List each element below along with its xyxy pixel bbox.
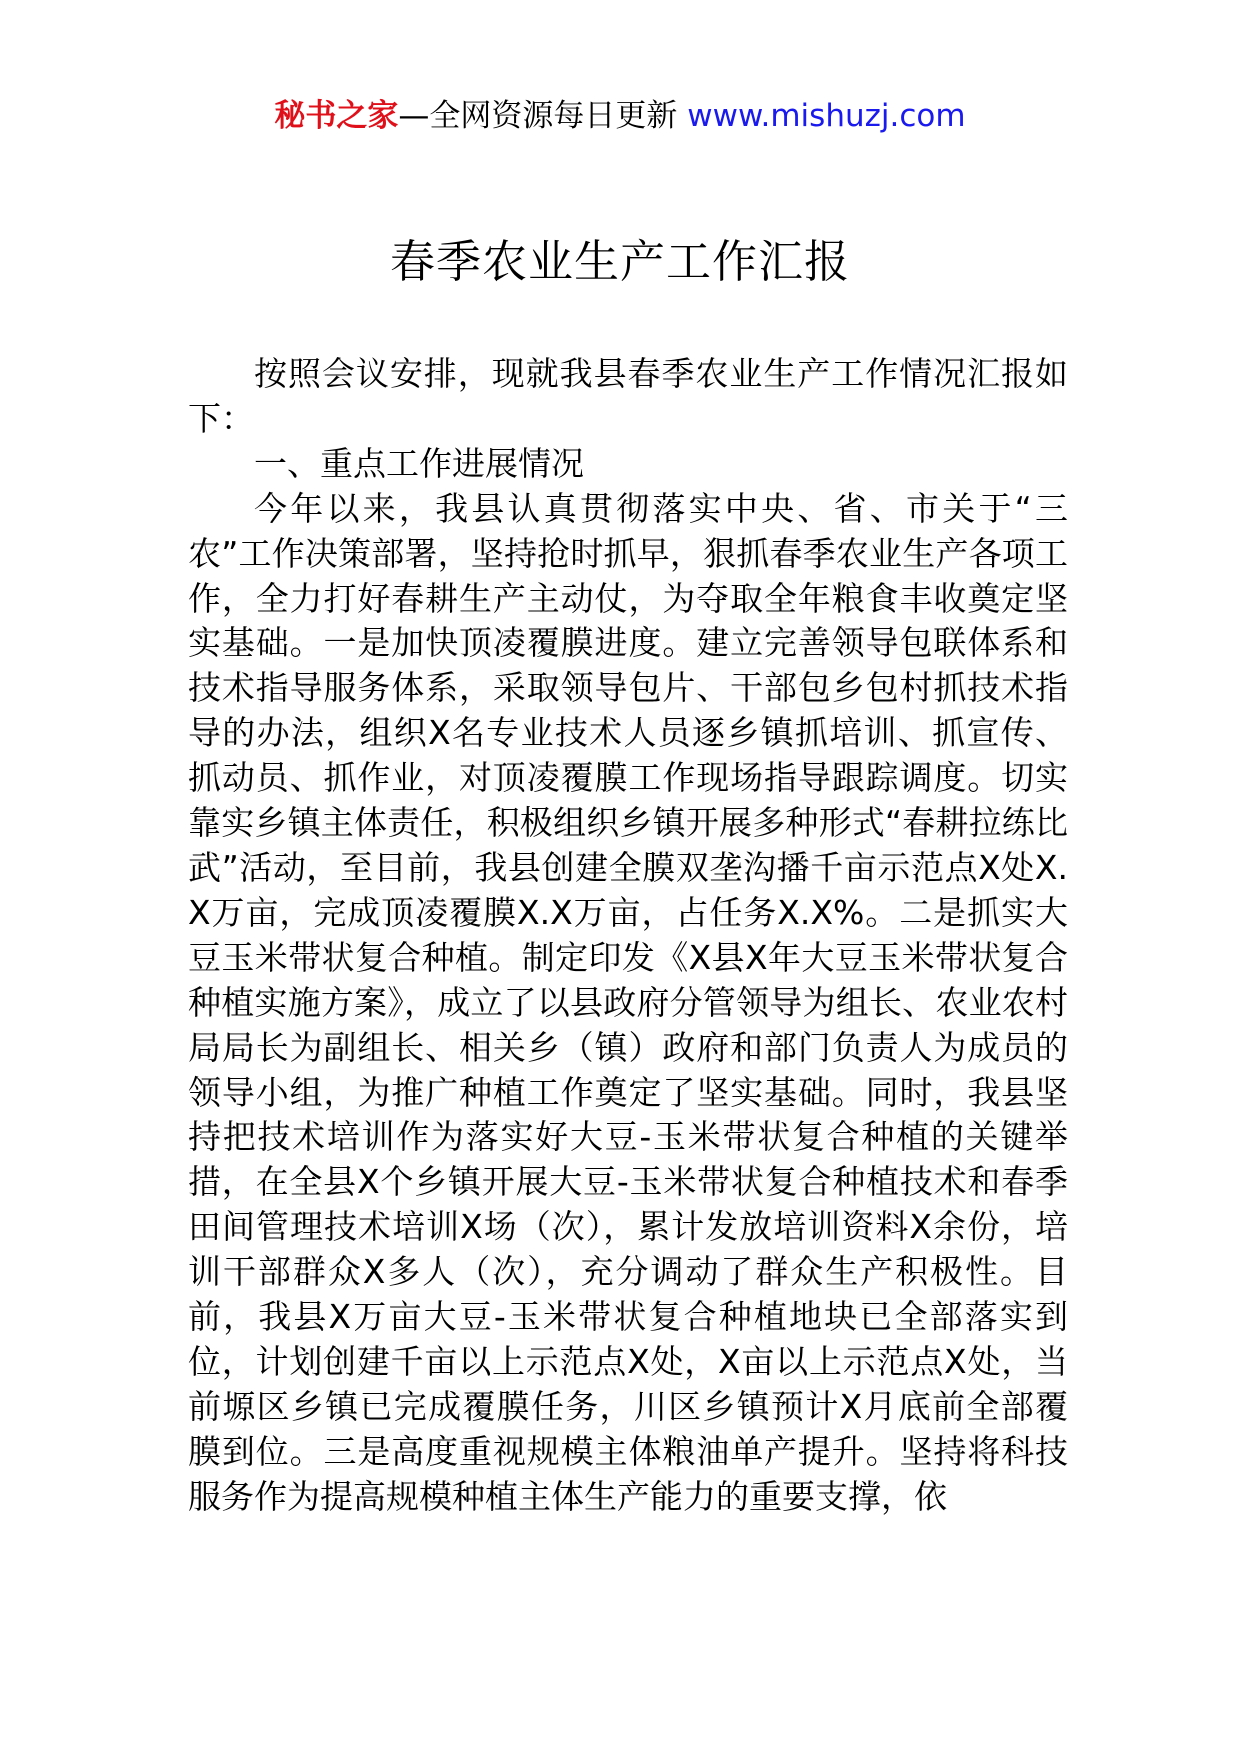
- banner-tagline: —全网资源每日更新: [398, 98, 688, 134]
- document-title: 春季农业生产工作汇报: [389, 235, 850, 288]
- site-banner: [0, 96, 1240, 136]
- brand-name: 秘书之家: [274, 98, 399, 134]
- intro-paragraph: 按照会议安排，现就我县春季农业生产工作情况汇报如下：: [188, 354, 1068, 438]
- document-body: [188, 352, 1068, 1520]
- body-paragraph: 今年以来，我县认真贯彻落实中央、省、市关于“三农”工作决策部署，坚持抢时抓早，狠抓春季农业生产各项工作，全力打好春耕生产主动仗，为夺取全年粮食丰收奠定坚实基础。一是加快顶凌覆膜进度。建立完善领导包联体系和技术指导服务体系，采取领导包片、干部包乡包村抓技术指导的办法，组织X名专业技术人员逐乡镇抓培训、抓宣传、抓动员、抓作业，对顶凌覆膜工作现场指导跟踪调度。切实靠实乡镇主体责任，积极组织乡镇开展多种形式“春耕拉练比武”活动，至目前，我县创建全膜双垄沟播千亩示范点X处X.X万亩，完成顶凌覆膜X.X万亩，占任务X.X%。二是抓实大豆玉米带状复合种植。制定印发《X县X年大豆玉米带状复合种植实施方案》，成立了以县政府分管领导为组长、农业农村局局长为副组长、相关乡（镇）政府和部门负责人为成员的领导小组，为推广种植工作奠定了坚实基础。同时，我县坚持把技术培训作为落实好大豆-玉米带状复合种植的关键举措，在全县X个乡镇开展大豆-玉米带状复合种植技术和春季田间管理技术培训X场（次），累计发放培训资料X余份，培训干部群众X多人（次），充分调动了群众生产积极性。目前，我县X万亩大豆-玉米带状复合种植地块已全部落实到位，计划创建千亩以上示范点X处，X亩以上示范点X处，当前塬区乡镇已完成覆膜任务，川区乡镇预计X月底前全部覆膜到位。三是高度重视规模主体粮油单产提升。坚持将科技服务作为提高规模种植主体生产能力的重要支撑，依: [188, 488, 1068, 1516]
- site-url-link[interactable]: www.mishuzj.com: [687, 98, 966, 134]
- section-heading: 一、重点工作进展情况: [254, 443, 584, 483]
